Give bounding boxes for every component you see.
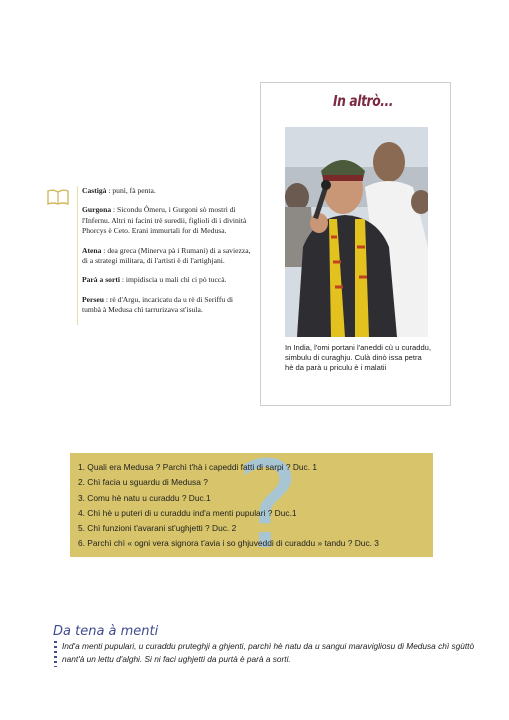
glossary-item: Perseu : rè d'Argu, incaricatu da u rè di Seriffu di tumbà à Medusa chì tarrurizava st'isula. <box>82 294 234 315</box>
question-item: 1. Quali era Medusa ? Parchì t'hà i capeddi fatti di sarpi ? Duc. 1 <box>78 462 318 472</box>
glossary-item: Gurgona : Sicondu Ômeru, i Gurgoni sò mostri di l'Infernu. Altri ni facini trè suredii, figlioli di i divinità Phorcys è Ceto. Erani immurtali for di Medusa. <box>82 205 247 236</box>
question-mark-icon: ? <box>236 437 300 576</box>
glossary-item: Castigà : punì, fà penta. <box>82 186 156 195</box>
book-icon <box>47 189 69 205</box>
questions-box <box>70 437 433 576</box>
photo-caption: In India, l'omi portani l'aneddi cù u curaddu, simbulu di curaghju. Culà dinò issa petra hè da parà u priculu è i malatii <box>285 343 432 372</box>
section-text: Ind'a menti pupulari, u curaddu pruteghji a ghjenti, parchì hè natu da u sangui maravigliosu di Medusa chì sgùttò nant'à un lettu d'alghi. Si ni faci ughjetti da purtà è parà a sorti. <box>62 641 475 664</box>
question-item: 2. Chì facia u sguardu di Medusa ? <box>78 477 208 488</box>
glossary <box>77 186 252 325</box>
question-item: 5. Chì funzioni t'avarani st'ughjetti ? Duc. 2 <box>78 523 237 534</box>
question-item: 6. Parchì chì « ogni vera signora t'avia i so ghjuveddi di curaddu » tandu ? Duc. 3 <box>78 538 379 549</box>
dotted-rule <box>54 641 57 667</box>
photo-illustration <box>285 127 428 337</box>
glossary-item: Parà a sorti : impidiscia u mali chì ci pò tuccà. <box>82 275 227 285</box>
question-item: 4. Chì hè u puteri di u curaddu ind'a menti pupulari ? Duc.1 <box>78 507 297 518</box>
photo <box>285 127 428 337</box>
questions-list <box>78 460 379 552</box>
photo-panel <box>260 82 451 406</box>
question-item: 3. Comu hè natu u curaddu ? Duc.1 <box>78 492 211 503</box>
panel-title: In altrò... <box>333 92 394 110</box>
glossary-item: Atena : dea greca (Minerva pà i Rumani) di a saviezza, di a strategi militara, di l'artisti è di l'artighjani. <box>82 245 251 266</box>
section-title: Da tena à menti <box>53 624 159 639</box>
